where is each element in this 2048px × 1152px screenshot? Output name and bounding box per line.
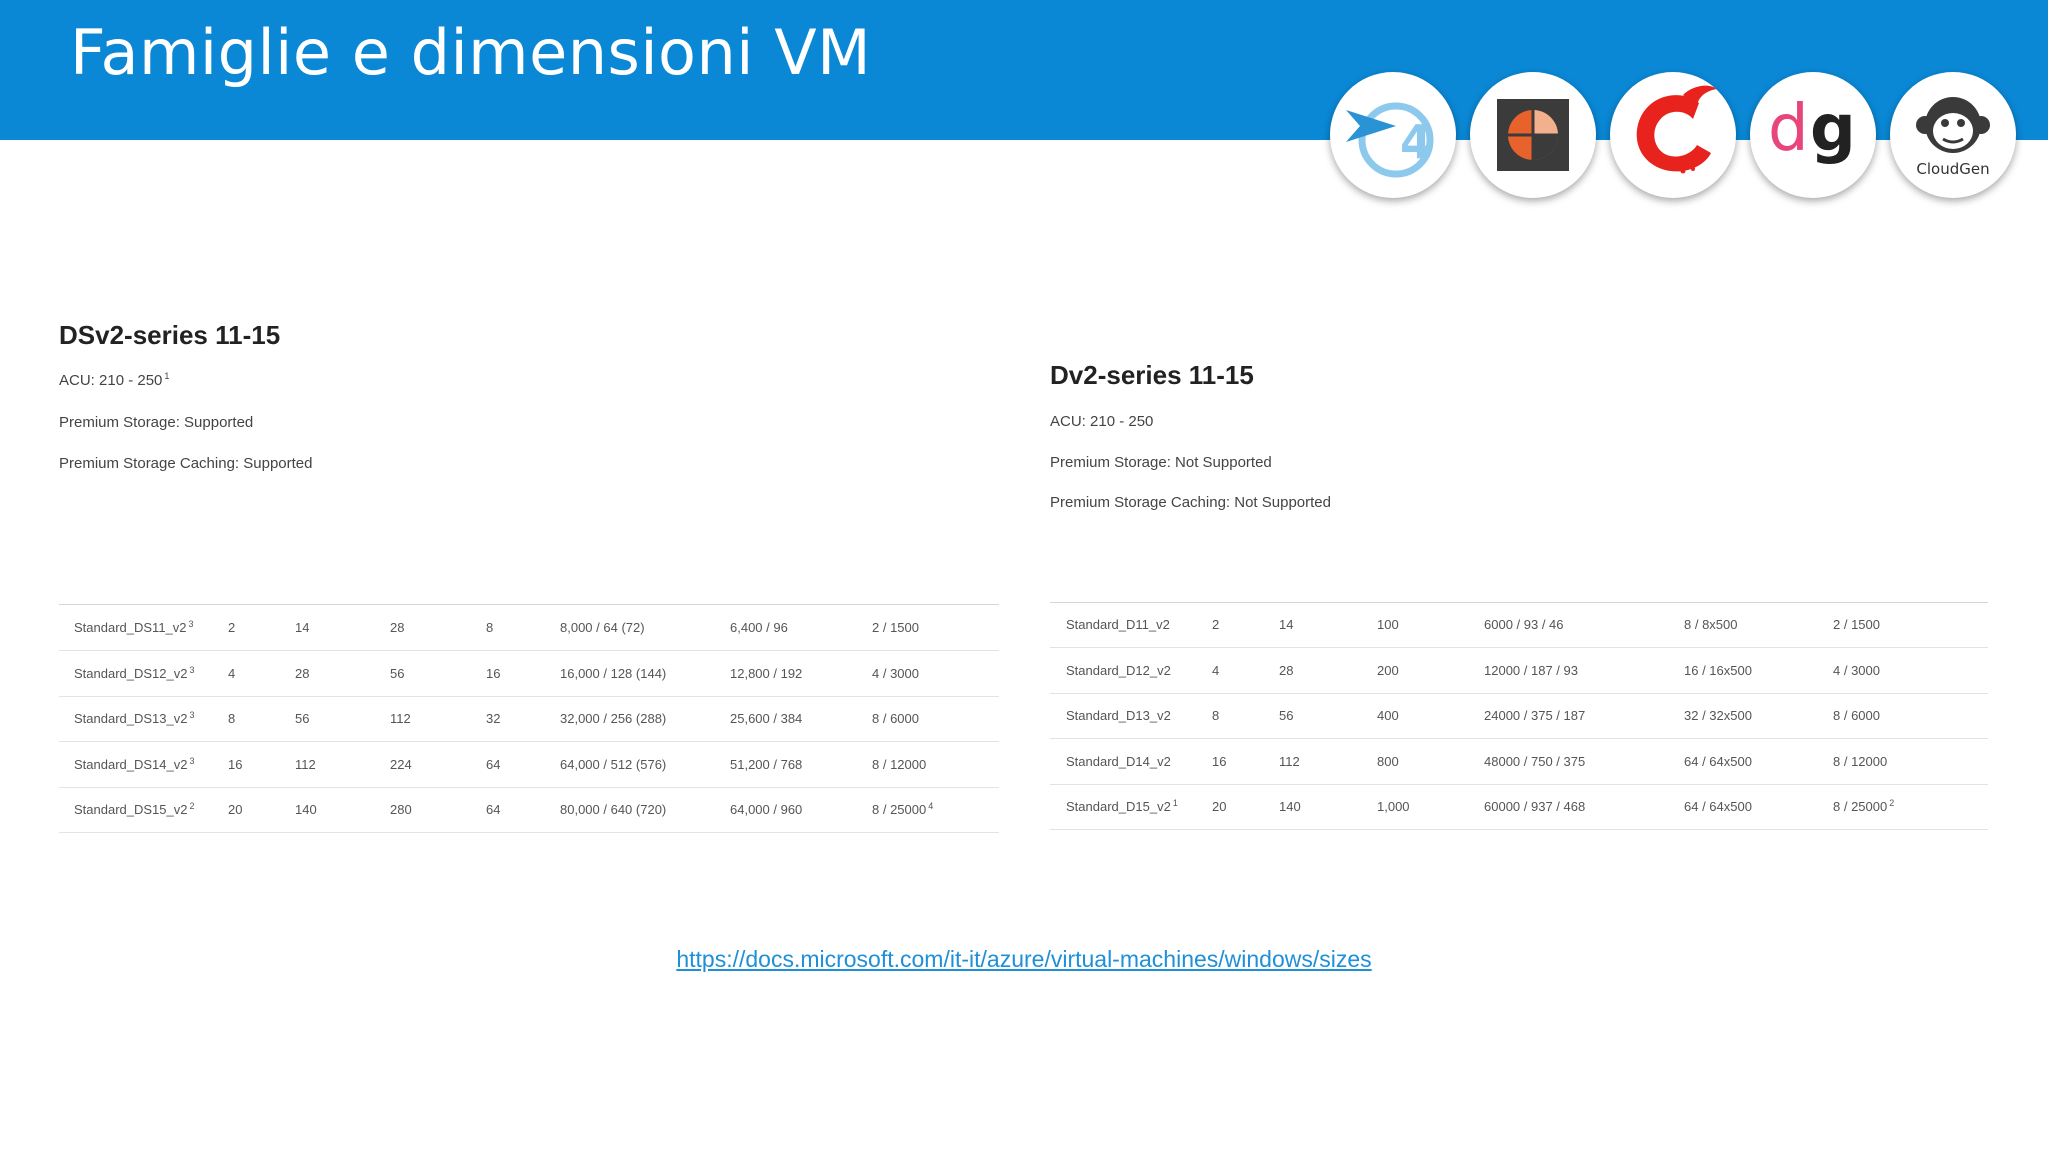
left-row-2-vcpu: 4	[228, 666, 236, 681]
left-row-2-disks: 16	[486, 666, 501, 681]
svg-text:d: d	[1768, 92, 1809, 166]
right-row-divider	[1050, 647, 1988, 648]
right-row-5-nics: 8 / 25000 $^2$	[1833, 797, 1895, 814]
cloudgen-text: CloudGen	[1916, 160, 1990, 178]
left-row-3-uncached: 25,600 / 384	[730, 711, 803, 726]
dv2-premium-caching: Premium Storage Caching: Not Supported	[1050, 494, 1331, 511]
left-row-4-cached: 64,000 / 512 (576)	[560, 757, 667, 772]
left-row-1-disks: 8	[486, 620, 494, 635]
monkey-icon	[1893, 75, 2013, 195]
right-row-4-tput: 48000 / 750 / 375	[1484, 754, 1586, 769]
left-row-5-nics: 8 / 25000 $^4$	[872, 800, 934, 817]
right-row-2-temp: 200	[1377, 663, 1399, 678]
right-row-4-vcpu: 16	[1212, 754, 1227, 769]
cloudgen-logo	[1890, 72, 2016, 198]
pie-chart-icon	[1478, 80, 1588, 190]
left-row-3-disks: 32	[486, 711, 501, 726]
header-band	[0, 0, 2048, 140]
left-row-5-mem: 140	[295, 802, 317, 817]
left-row-3-cached: 32,000 / 256 (288)	[560, 711, 667, 726]
svg-text:g: g	[1810, 92, 1856, 166]
right-row-2-tput: 12000 / 187 / 93	[1484, 663, 1578, 678]
left-header-divider	[59, 604, 999, 605]
dv2-premium-storage: Premium Storage: Not Supported	[1050, 454, 1272, 471]
left-row-4-uncached: 51,200 / 768	[730, 757, 803, 772]
right-row-4-disks: 64 / 64x500	[1684, 754, 1752, 769]
left-row-1-vcpu: 2	[228, 620, 236, 635]
right-row-3-vcpu: 8	[1212, 708, 1220, 723]
right-row-2-vcpu: 4	[1212, 663, 1220, 678]
right-row-3-temp: 400	[1377, 708, 1399, 723]
c-swirl-logo	[1610, 72, 1736, 198]
dv2-title: Dv2-series 11-15	[1050, 360, 1254, 390]
right-row-5-size: Standard_D15_v2 $^1$	[1066, 797, 1178, 814]
left-row-1-size: Standard_DS11_v2 $^3$	[74, 618, 194, 635]
swirl-c-icon	[1613, 75, 1733, 195]
left-row-divider	[59, 696, 999, 697]
left-row-2-cached: 16,000 / 128 (144)	[560, 666, 667, 681]
left-row-2-size: Standard_DS12_v2 $^3$	[74, 664, 195, 681]
right-row-2-size: Standard_D12_v2	[1066, 663, 1171, 678]
dg-letters-icon	[1758, 80, 1868, 190]
left-row-4-temp: 224	[390, 757, 412, 772]
right-row-4-size: Standard_D14_v2	[1066, 754, 1171, 769]
left-row-3-vcpu: 8	[228, 711, 236, 726]
right-row-3-disks: 32 / 32x500	[1684, 708, 1752, 723]
left-row-4-mem: 112	[295, 757, 316, 772]
pie-logo	[1470, 72, 1596, 198]
right-row-1-temp: 100	[1377, 617, 1399, 632]
left-row-1-cached: 8,000 / 64 (72)	[560, 620, 645, 635]
left-row-2-temp: 56	[390, 666, 405, 681]
left-row-3-temp: 112	[390, 711, 411, 726]
left-row-3-mem: 56	[295, 711, 310, 726]
right-row-divider	[1050, 829, 1988, 830]
dv2-acu: ACU: 210 - 250	[1050, 413, 1154, 430]
left-row-5-cached: 80,000 / 640 (720)	[560, 802, 667, 817]
left-row-4-nics: 8 / 12000	[872, 757, 927, 772]
docs-link[interactable]: https://docs.microsoft.com/it-it/azure/virtual-machines/windows/sizes	[676, 946, 1372, 972]
left-row-1-nics: 2 / 1500	[872, 620, 919, 635]
dsv2-premium-storage: Premium Storage: Supported	[59, 414, 254, 431]
left-row-divider	[59, 787, 999, 788]
right-row-2-mem: 28	[1279, 663, 1294, 678]
right-row-1-tput: 6000 / 93 / 46	[1484, 617, 1564, 632]
svg-text:4: 4	[1400, 115, 1433, 169]
left-row-1-mem: 14	[295, 620, 310, 635]
slide-title: Famiglie e dimensioni VM	[70, 16, 872, 89]
right-row-1-vcpu: 2	[1212, 617, 1220, 632]
right-row-3-nics: 8 / 6000	[1833, 708, 1880, 723]
right-row-4-temp: 800	[1377, 754, 1399, 769]
right-row-1-disks: 8 / 8x500	[1684, 617, 1738, 632]
right-row-5-vcpu: 20	[1212, 799, 1227, 814]
left-row-divider	[59, 650, 999, 651]
right-row-5-mem: 140	[1279, 799, 1301, 814]
right-row-divider	[1050, 738, 1988, 739]
left-row-3-nics: 8 / 6000	[872, 711, 919, 726]
left-row-2-mem: 28	[295, 666, 310, 681]
arrow-4-icon	[1338, 80, 1448, 190]
right-row-5-tput: 60000 / 937 / 468	[1484, 799, 1586, 814]
right-row-1-size: Standard_D11_v2	[1066, 617, 1170, 632]
right-row-5-temp: 1,000	[1377, 799, 1410, 814]
dsv2-title: DSv2-series 11-15	[59, 320, 281, 350]
left-row-1-uncached: 6,400 / 96	[730, 620, 788, 635]
right-row-1-nics: 2 / 1500	[1833, 617, 1880, 632]
left-row-3-size: Standard_DS13_v2 $^3$	[74, 709, 195, 726]
right-row-2-nics: 4 / 3000	[1833, 663, 1880, 678]
left-row-5-vcpu: 20	[228, 802, 243, 817]
left-row-1-temp: 28	[390, 620, 405, 635]
left-row-4-vcpu: 16	[228, 757, 243, 772]
right-header-divider	[1050, 602, 1988, 603]
dsv2-acu: ACU: 210 - 250 $^1$	[59, 371, 170, 389]
xe4-logo	[1330, 72, 1456, 198]
left-row-4-disks: 64	[486, 757, 501, 772]
dsv2-premium-caching: Premium Storage Caching: Supported	[59, 455, 313, 472]
left-row-5-disks: 64	[486, 802, 501, 817]
left-row-2-nics: 4 / 3000	[872, 666, 919, 681]
right-row-divider	[1050, 693, 1988, 694]
dg-logo	[1750, 72, 1876, 198]
left-row-5-size: Standard_DS15_v2 $^2$	[74, 800, 195, 817]
left-row-divider	[59, 832, 999, 833]
left-row-4-size: Standard_DS14_v2 $^3$	[74, 755, 195, 772]
right-row-5-disks: 64 / 64x500	[1684, 799, 1752, 814]
right-row-2-disks: 16 / 16x500	[1684, 663, 1752, 678]
left-row-divider	[59, 741, 999, 742]
right-row-4-mem: 112	[1279, 754, 1300, 769]
right-row-4-nics: 8 / 12000	[1833, 754, 1888, 769]
left-row-5-uncached: 64,000 / 960	[730, 802, 803, 817]
right-row-3-mem: 56	[1279, 708, 1294, 723]
left-row-2-uncached: 12,800 / 192	[730, 666, 803, 681]
left-row-5-temp: 280	[390, 802, 412, 817]
right-row-1-mem: 14	[1279, 617, 1294, 632]
right-row-divider	[1050, 784, 1988, 785]
right-row-3-size: Standard_D13_v2	[1066, 708, 1171, 723]
right-row-3-tput: 24000 / 375 / 187	[1484, 708, 1586, 723]
